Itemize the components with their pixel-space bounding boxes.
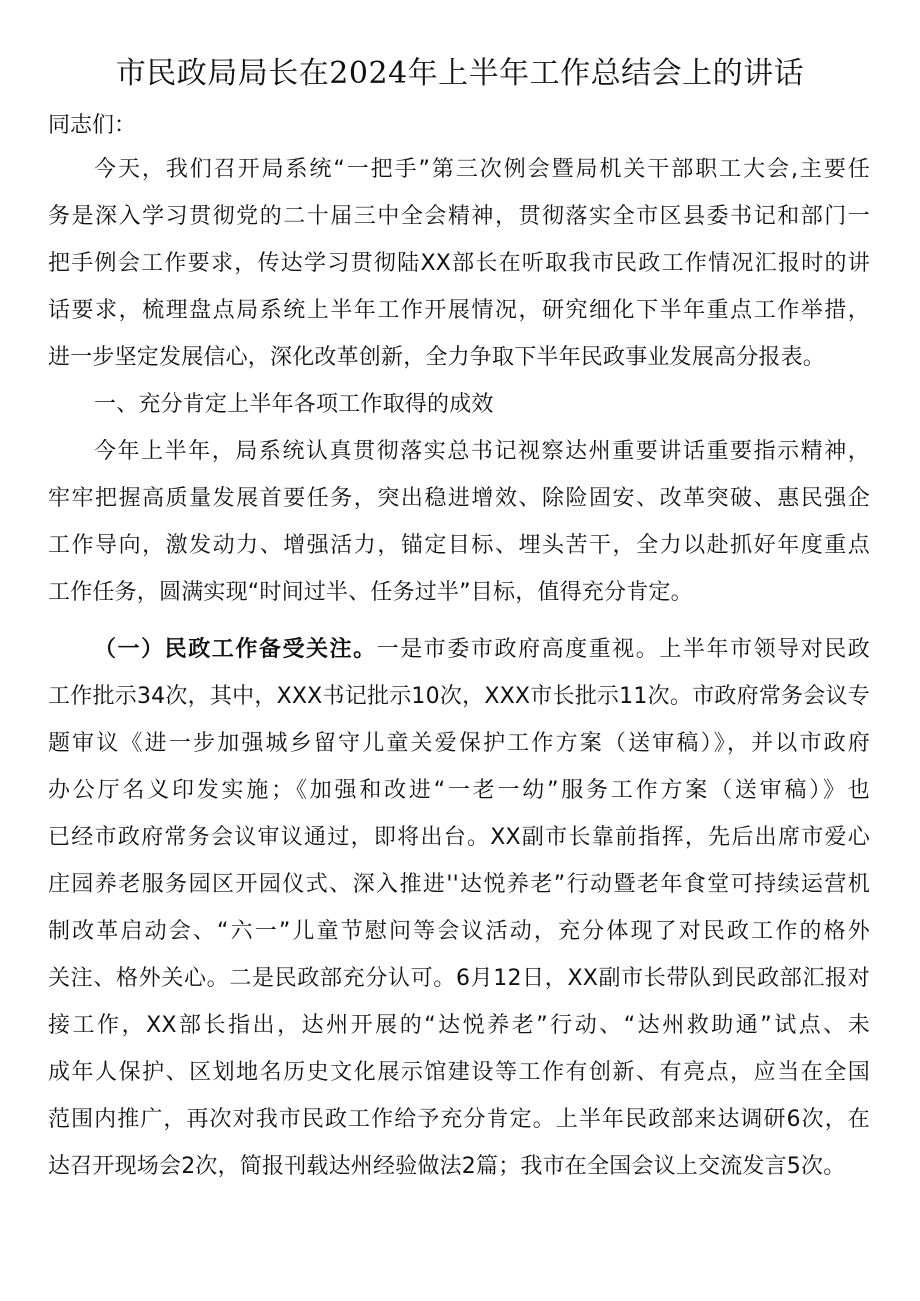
section-heading-text: 一、充分肯定上半年各项工作取得的成效 bbox=[94, 392, 494, 417]
text-line: 今天，我们召开局系统“一把手”第三次例会暨局机关干部职工大会,主要任 bbox=[94, 157, 870, 182]
paragraph-gap bbox=[48, 616, 870, 626]
text-line: 关注、格外关心。二是民政部充分认可。6月12日，XX副市长带队到民政部汇报对 bbox=[48, 966, 870, 991]
text-line: 达召开现场会2次，简报刊载达州经验做法2篇；我市在全国会议上交流发言5次。 bbox=[48, 1154, 846, 1179]
paragraph-subsection-one bbox=[48, 626, 870, 1190]
document-body bbox=[48, 146, 870, 1190]
text-line: 庄园养老服务园区开园仪式、深入推进''达悦养老”行动暨老年食堂可持续运营机 bbox=[48, 872, 870, 897]
paragraph-summary bbox=[48, 428, 870, 616]
text-line: 接工作，XX部长指出，达州开展的“达悦养老”行动、“达州救助通”试点、未 bbox=[48, 1013, 870, 1038]
text-line: 题审议《进一步加强城乡留守儿童关爱保护工作方案（送审稿）》，并以市政府 bbox=[48, 731, 870, 756]
text-line: 今年上半年，局系统认真贯彻落实总书记视察达州重要讲话重要指示精神， bbox=[94, 439, 870, 464]
text-line: 话要求，梳理盘点局系统上半年工作开展情况，研究细化下半年重点工作举措， bbox=[48, 298, 870, 323]
text-line: 范围内推广，再次对我市民政工作给予充分肯定。上半年民政部来达调研6次，在 bbox=[48, 1107, 870, 1132]
text-line: 成年人保护、区划地名历史文化展示馆建设等工作有创新、有亮点，应当在全国 bbox=[48, 1060, 870, 1085]
text-line: 工作批示34次，其中，XXX书记批示10次，XXX市长批示11次。市政府常务会议专 bbox=[48, 684, 870, 709]
paragraph-intro bbox=[48, 146, 870, 381]
subsection-heading: （一）民政工作备受关注。 bbox=[94, 637, 377, 662]
text-line: 牢牢把握高质量发展首要任务，突出稳进增效、除险固安、改革突破、惠民强企 bbox=[48, 486, 870, 511]
text-line: 务是深入学习贯彻党的二十届三中全会精神，贯彻落实全市区县委书记和部门一 bbox=[48, 204, 870, 229]
text-line: 已经市政府常务会议审议通过，即将出台。XX副市长靠前指挥，先后出席市爱心 bbox=[48, 825, 870, 850]
text-line: 工作导向，激发动力、增强活力，锚定目标、埋头苦干，全力以赴抓好年度重点 bbox=[48, 533, 870, 558]
salutation: 同志们： bbox=[48, 113, 137, 138]
text-line: 办公厅名义印发实施；《加强和改进“一老一幼”服务工作方案（送审稿）》也 bbox=[48, 778, 870, 803]
text-line: 进一步坚定发展信心，深化改革创新，全力争取下半年民政事业发展高分报表。 bbox=[48, 345, 826, 370]
text-line: 制改革启动会、“六一”儿童节慰问等会议活动，充分体现了对民政工作的格外 bbox=[48, 919, 870, 944]
section-heading bbox=[48, 381, 870, 428]
text-fragment: 一是市委市政府高度重视。上半年市领导对民政 bbox=[376, 637, 871, 662]
text-line: 把手例会工作要求，传达学习贯彻陆XX部长在听取我市民政工作情况汇报时的讲 bbox=[48, 251, 870, 276]
document-title: 市民政局局长在2024年上半年工作总结会上的讲话 bbox=[115, 56, 805, 91]
text-line-with-heading bbox=[48, 626, 870, 673]
text-line: 工作任务，圆满实现“时间过半、任务过半”目标，值得充分肯定。 bbox=[48, 580, 693, 605]
